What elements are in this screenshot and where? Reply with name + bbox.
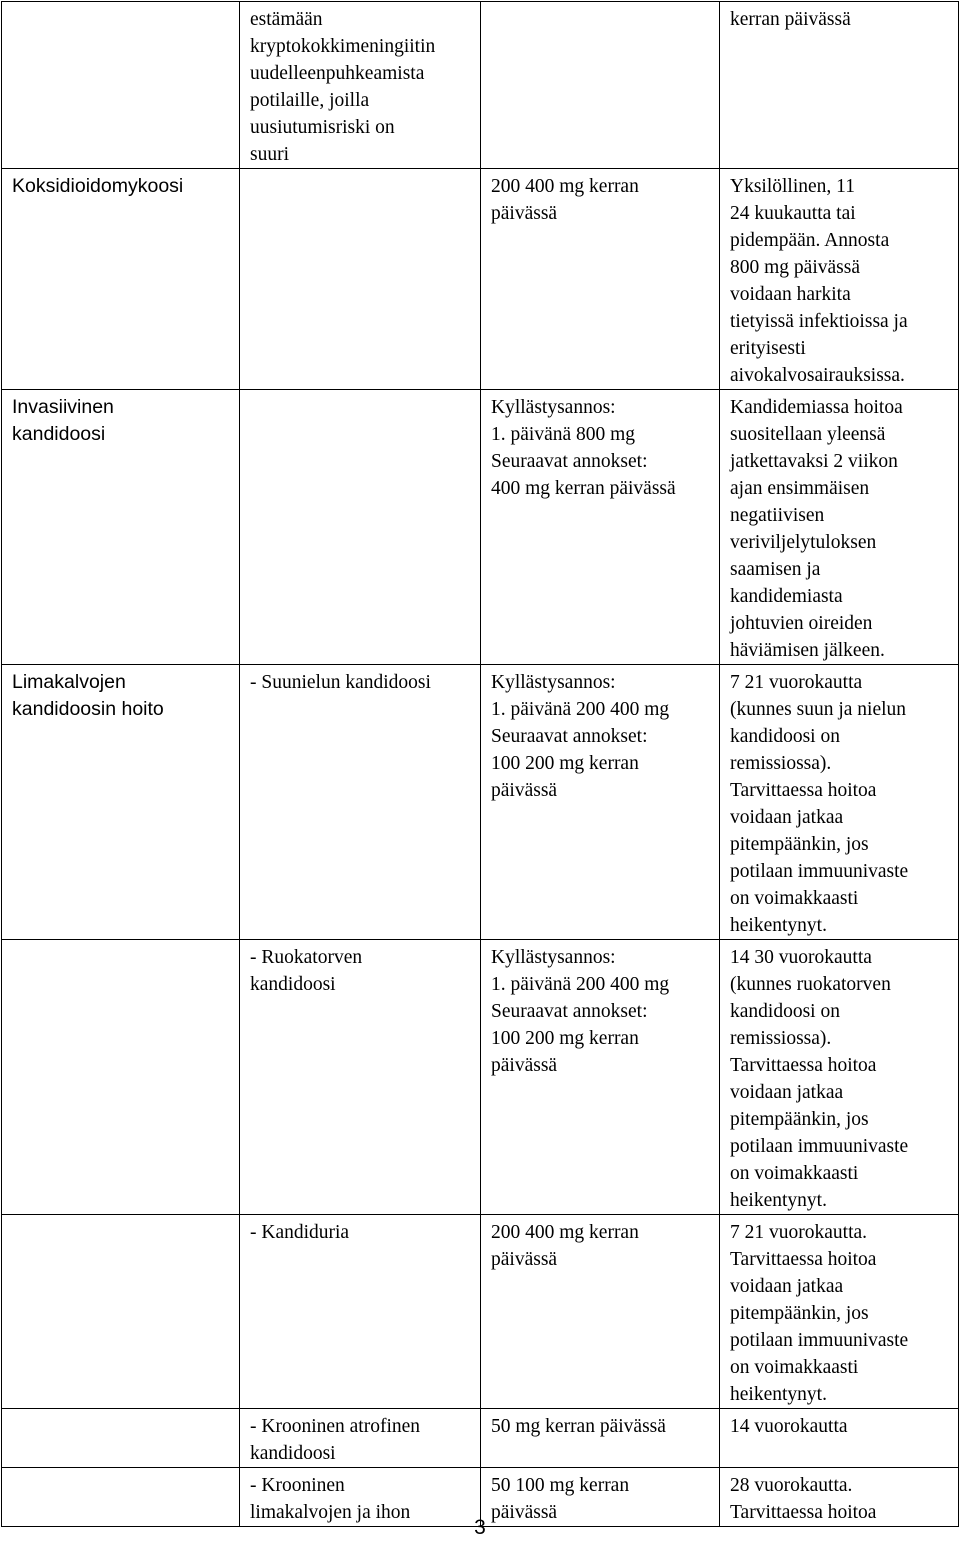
duration-cell: 14 30 vuorokautta (kunnes ruokatorven kandidoosi on remissiossa). Tarvittaessa hoitoa voidaan jatkaa pitempäänkin, jos potilaan immuunivaste on voimakkaasti heikentynyt. (720, 940, 959, 1215)
table-row (2, 1215, 959, 1409)
duration-cell: 14 vuorokautta (720, 1409, 959, 1468)
dose-cell: 50 100 mg kerran päivässä (481, 1468, 720, 1527)
page-number: 3 (474, 1516, 486, 1539)
dose-cell: 200 400 mg kerran päivässä (481, 169, 720, 390)
dose-cell: 200 400 mg kerran päivässä (481, 1215, 720, 1409)
subtype-cell: - Suunielun kandidoosi (240, 665, 481, 940)
subtype-cell: - Kandiduria (240, 1215, 481, 1409)
duration-cell: Yksilöllinen, 11 24 kuukautta tai pidempään. Annosta 800 mg päivässä voidaan harkita tietyissä infektioissa ja erityisesti aivokalvosairauksissa. (720, 169, 959, 390)
dose-cell: 50 mg kerran päivässä (481, 1409, 720, 1468)
table-row (2, 665, 959, 940)
subtype-cell (240, 390, 481, 665)
dose-cell: Kyllästysannos: 1. päivänä 200 400 mg Seuraavat annokset: 100 200 mg kerran päivässä (481, 940, 720, 1215)
table-row (2, 2, 959, 169)
duration-cell: Kandidemiassa hoitoa suositellaan yleensä jatkettavaksi 2 viikon ajan ensimmäisen negatiivisen veriviljelytuloksen saamisen ja kandidemiasta johtuvien oireiden häviämisen jälkeen. (720, 390, 959, 665)
duration-cell: kerran päivässä (720, 2, 959, 169)
subtype-cell: - Krooninen limakalvojen ja ihon (240, 1468, 481, 1527)
duration-cell: 28 vuorokautta. Tarvittaessa hoitoa (720, 1468, 959, 1527)
subtype-cell: - Ruokatorven kandidoosi (240, 940, 481, 1215)
indication-cell: Invasiivinen kandidoosi (2, 390, 240, 665)
table-row (2, 169, 959, 390)
dosage-table (1, 1, 959, 1527)
subtype-cell: estämään kryptokokkimeningiitin uudelleenpuhkeamista potilaille, joilla uusiutumisriski on suuri (240, 2, 481, 169)
indication-cell (2, 2, 240, 169)
table-row (2, 390, 959, 665)
duration-cell: 7 21 vuorokautta (kunnes suun ja nielun kandidoosi on remissiossa). Tarvittaessa hoitoa voidaan jatkaa pitempäänkin, jos potilaan immuunivaste on voimakkaasti heikentynyt. (720, 665, 959, 940)
indication-cell: Koksidioidomykoosi (2, 169, 240, 390)
dose-cell: Kyllästysannos: 1. päivänä 800 mg Seuraavat annokset: 400 mg kerran päivässä (481, 390, 720, 665)
table-row (2, 940, 959, 1215)
subtype-cell (240, 169, 481, 390)
dose-cell: Kyllästysannos: 1. päivänä 200 400 mg Seuraavat annokset: 100 200 mg kerran päivässä (481, 665, 720, 940)
duration-cell: 7 21 vuorokautta. Tarvittaessa hoitoa voidaan jatkaa pitempäänkin, jos potilaan immuunivaste on voimakkaasti heikentynyt. (720, 1215, 959, 1409)
indication-cell: Limakalvojen kandidoosin hoito (2, 665, 240, 940)
subtype-cell: - Krooninen atrofinen kandidoosi (240, 1409, 481, 1468)
indication-cell (2, 1215, 240, 1409)
indication-cell (2, 1409, 240, 1468)
indication-cell (2, 940, 240, 1215)
dose-cell (481, 2, 720, 169)
table-row (2, 1409, 959, 1468)
